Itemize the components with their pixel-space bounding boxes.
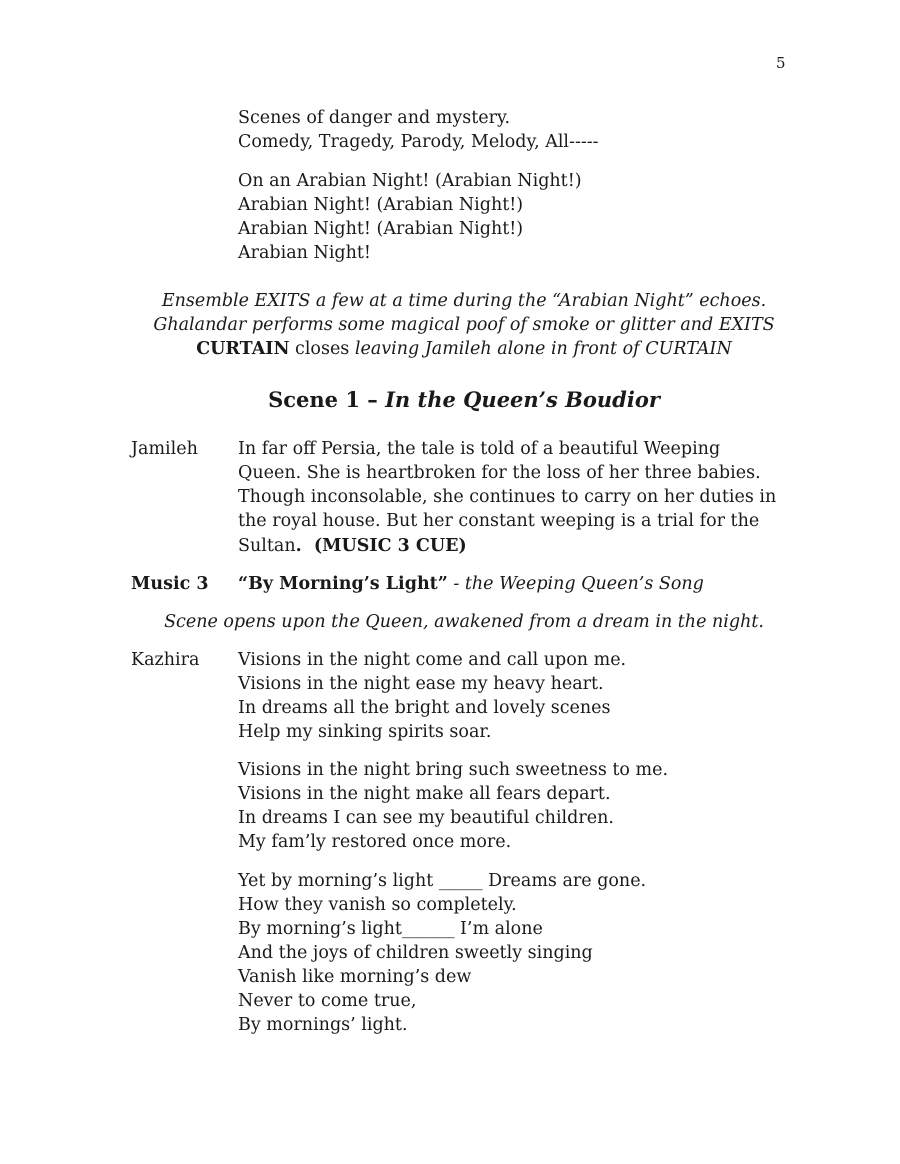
stage-direction: Ghalandar performs some magical poof of smoke or glitter and EXITS — [153, 315, 775, 335]
lyric-line: Scenes of danger and mystery. — [238, 108, 511, 128]
lyric-line: Arabian Night! (Arabian Night!) — [238, 195, 524, 215]
dialogue-line: In far off Persia, the tale is told of a beautiful Weeping — [238, 439, 721, 459]
lyric-line: In dreams all the bright and lovely scenes — [238, 698, 611, 718]
lyric-line: By mornings’ light. — [238, 1015, 408, 1035]
lyric-line: Arabian Night! (Arabian Night!) — [238, 219, 524, 239]
dialogue-line: the royal house. But her constant weeping is a trial for the — [238, 511, 760, 531]
lyric-line: Visions in the night ease my heavy heart. — [238, 674, 604, 694]
lyric-line: Visions in the night come and call upon me. — [238, 650, 627, 670]
speaker-name: Jamileh — [131, 439, 198, 459]
lyric-line: Visions in the night bring such sweetness to me. — [238, 760, 669, 780]
lyric-line: And the joys of children sweetly singing — [238, 943, 593, 963]
song-title-line — [238, 572, 704, 596]
scene-number: Scene 1 – — [268, 387, 386, 412]
stage-direction — [0, 337, 900, 361]
lyric-line: Yet by morning’s light _____ Dreams are gone. — [238, 871, 647, 891]
dialogue-text: Sultan — [238, 536, 296, 556]
lyric-line: How they vanish so completely. — [238, 895, 517, 915]
stage-direction-text: leaving Jamileh alone in front of CURTAIN — [354, 339, 732, 359]
lyric-line: Never to come true, — [238, 991, 417, 1011]
lyric-line: Arabian Night! — [238, 243, 371, 263]
lyric-line: On an Arabian Night! (Arabian Night!) — [238, 171, 582, 191]
music-label: Music 3 — [131, 574, 209, 594]
lyric-line: In dreams I can see my beautiful children. — [238, 808, 614, 828]
lyric-line: By morning’s light______ I’m alone — [238, 919, 543, 939]
curtain-label: CURTAIN — [196, 339, 290, 359]
music-cue: . (MUSIC 3 CUE) — [295, 536, 467, 556]
stage-direction: Scene opens upon the Queen, awakened from a dream in the night. — [164, 612, 764, 632]
scene-heading — [0, 386, 900, 414]
song-subtitle: - the Weeping Queen’s Song — [447, 574, 704, 594]
stage-direction-text: closes — [289, 339, 355, 359]
lyric-line: Visions in the night make all fears depart. — [238, 784, 611, 804]
lyric-line: Comedy, Tragedy, Parody, Melody, All----- — [238, 132, 599, 152]
lyric-line: My fam’ly restored once more. — [238, 832, 512, 852]
speaker-name: Kazhira — [131, 650, 200, 670]
dialogue-line — [238, 534, 467, 558]
lyric-line: Vanish like morning’s dew — [238, 967, 472, 987]
stage-direction: Ensemble EXITS a few at a time during the “Arabian Night” echoes. — [161, 291, 767, 311]
song-title: “By Morning’s Light” — [238, 574, 448, 594]
lyric-line: Help my sinking spirits soar. — [238, 722, 492, 742]
dialogue-line: Queen. She is heartbroken for the loss of her three babies. — [238, 463, 761, 483]
scene-title: In the Queen’s Boudior — [385, 387, 660, 412]
dialogue-line: Though inconsolable, she continues to carry on her duties in — [238, 487, 777, 507]
page-number: 5 — [776, 54, 786, 72]
